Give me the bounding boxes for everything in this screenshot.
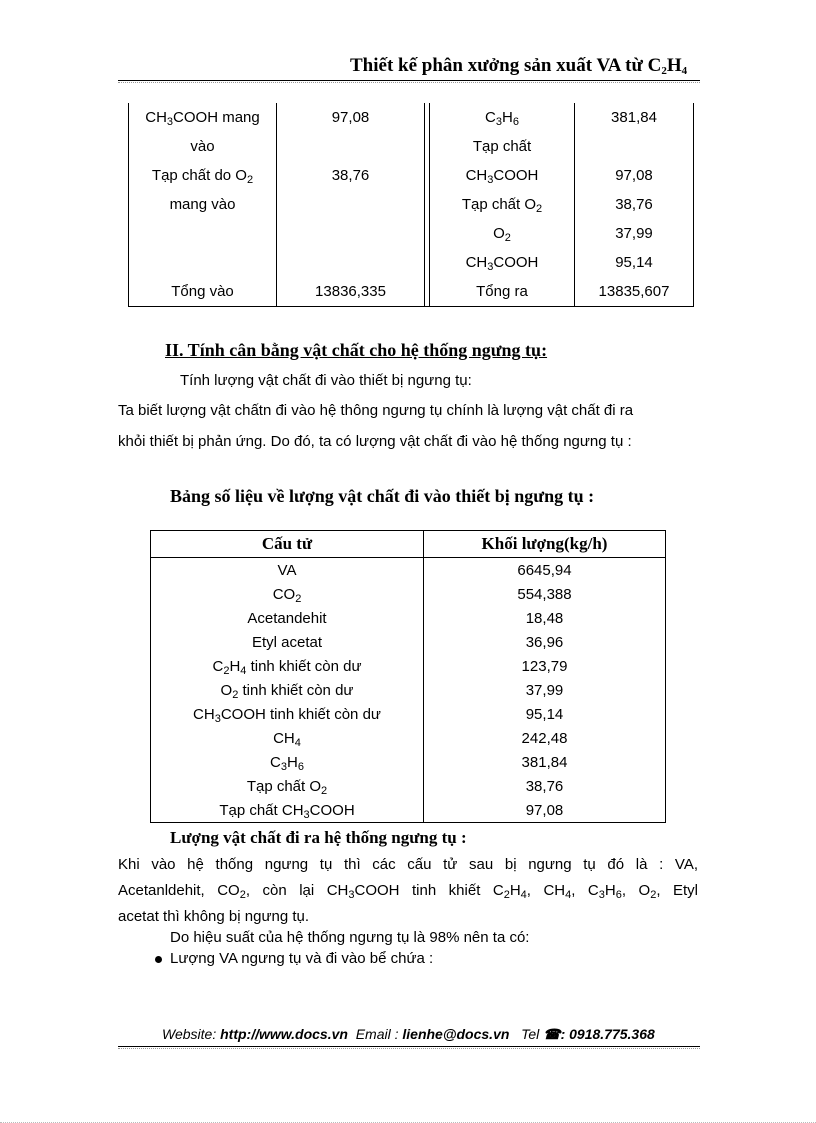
footer-rule	[118, 1046, 700, 1047]
paragraph: Tính lượng vật chất đi vào thiết bị ngưng tụ:	[180, 372, 472, 389]
table-row: $C_3H_6$ 381,84	[151, 750, 666, 774]
paragraph: khỏi thiết bị phản ứng. Do đó, ta có lượng vật chất đi vào hệ thống ngưng tụ :	[118, 433, 632, 450]
paragraph: Khi vào hệ thống ngưng tụ thì các cấu tử sau bị ngưng tụ đó là : VA, Acetanldehit, $CO_2$, còn lại $CH_3COOH$ tinh khiết $C_2H_4$, $CH_4$, $C_3H_6$, $O_2$, Etyl acetat thì không bị ngưng tụ.	[118, 856, 698, 925]
subheading: Lượng vật chất đi ra hệ thống ngưng tụ :	[170, 828, 467, 847]
table-row: VA 6645,94	[151, 558, 666, 583]
bullet-item: Lượng VA ngưng tụ và đi vào bể chứa :	[155, 950, 433, 967]
table-row: mang vào Tạp chất $O_2$ 38,76	[129, 190, 694, 219]
table-row: $CH_4$ 242,48	[151, 726, 666, 750]
table-row: Tạp chất do $O_2$ 38,76 $CH_3COOH$ 97,08	[129, 161, 694, 190]
email-link[interactable]: lienhe@docs.vn	[402, 1026, 510, 1042]
paragraph: Ta biết lượng vật chấtn đi vào hệ thông ngưng tụ chính là lượng vật chất đi ra	[118, 402, 634, 419]
footer-rule-dotted	[118, 1048, 700, 1049]
table-row: $CO_2$ 554,388	[151, 582, 666, 606]
section-title: II. Tính cân bằng vật chất cho hệ thống ngưng tụ:	[165, 340, 548, 360]
table-row: $C_2H_4$ tinh khiết còn dư 123,79	[151, 654, 666, 678]
table-row: vào Tạp chất	[129, 132, 694, 161]
table-row: Acetandehit 18,48	[151, 606, 666, 630]
table-row-total: Tổng vào 13836,335 Tổng ra 13835,607	[129, 277, 694, 307]
table-row: $CH_3COOH$ tinh khiết còn dư 95,14	[151, 702, 666, 726]
table-row: $O_2$ 37,99	[129, 219, 694, 248]
table-row: Tạp chất $O_2$ 38,76	[151, 774, 666, 798]
table-caption: Bảng số liệu về lượng vật chất đi vào thiết bị ngưng tụ :	[170, 486, 595, 506]
bullet-icon	[155, 956, 162, 963]
table-row: $CH_3COOH$ 95,14	[129, 248, 694, 277]
table-row: $O_2$ tinh khiết còn dư 37,99	[151, 678, 666, 702]
website-link[interactable]: http://www.docs.vn	[220, 1026, 348, 1042]
page-footer: Website: http://www.docs.vn Email : lienhe@docs.vn Tel ☎: 0918.775.368	[162, 1026, 655, 1042]
column-header: Khối lượng(kg/h)	[424, 531, 666, 558]
column-header: Cấu tử	[151, 531, 424, 558]
running-header: Thiết kế phân xưởng sản xuất VA từ $C_2H_4$	[350, 55, 688, 77]
table-header-row	[151, 531, 666, 558]
table-row: $CH_3COOH$ mang 97,08 $C_3H_6$ 381,84	[129, 103, 694, 132]
balance-table-continued	[128, 103, 694, 307]
phone-number: : 0918.775.368	[560, 1026, 655, 1042]
header-rule	[118, 80, 700, 81]
condenser-input-table	[150, 530, 666, 823]
paragraph: Do hiệu suất của hệ thống ngưng tụ là 98% nên ta có:	[170, 929, 530, 946]
table-row: Tạp chất $CH_3COOH$ 97,08	[151, 798, 666, 823]
table-row: Etyl acetat 36,96	[151, 630, 666, 654]
header-rule-dotted	[118, 82, 700, 83]
phone-icon: ☎	[543, 1026, 561, 1042]
